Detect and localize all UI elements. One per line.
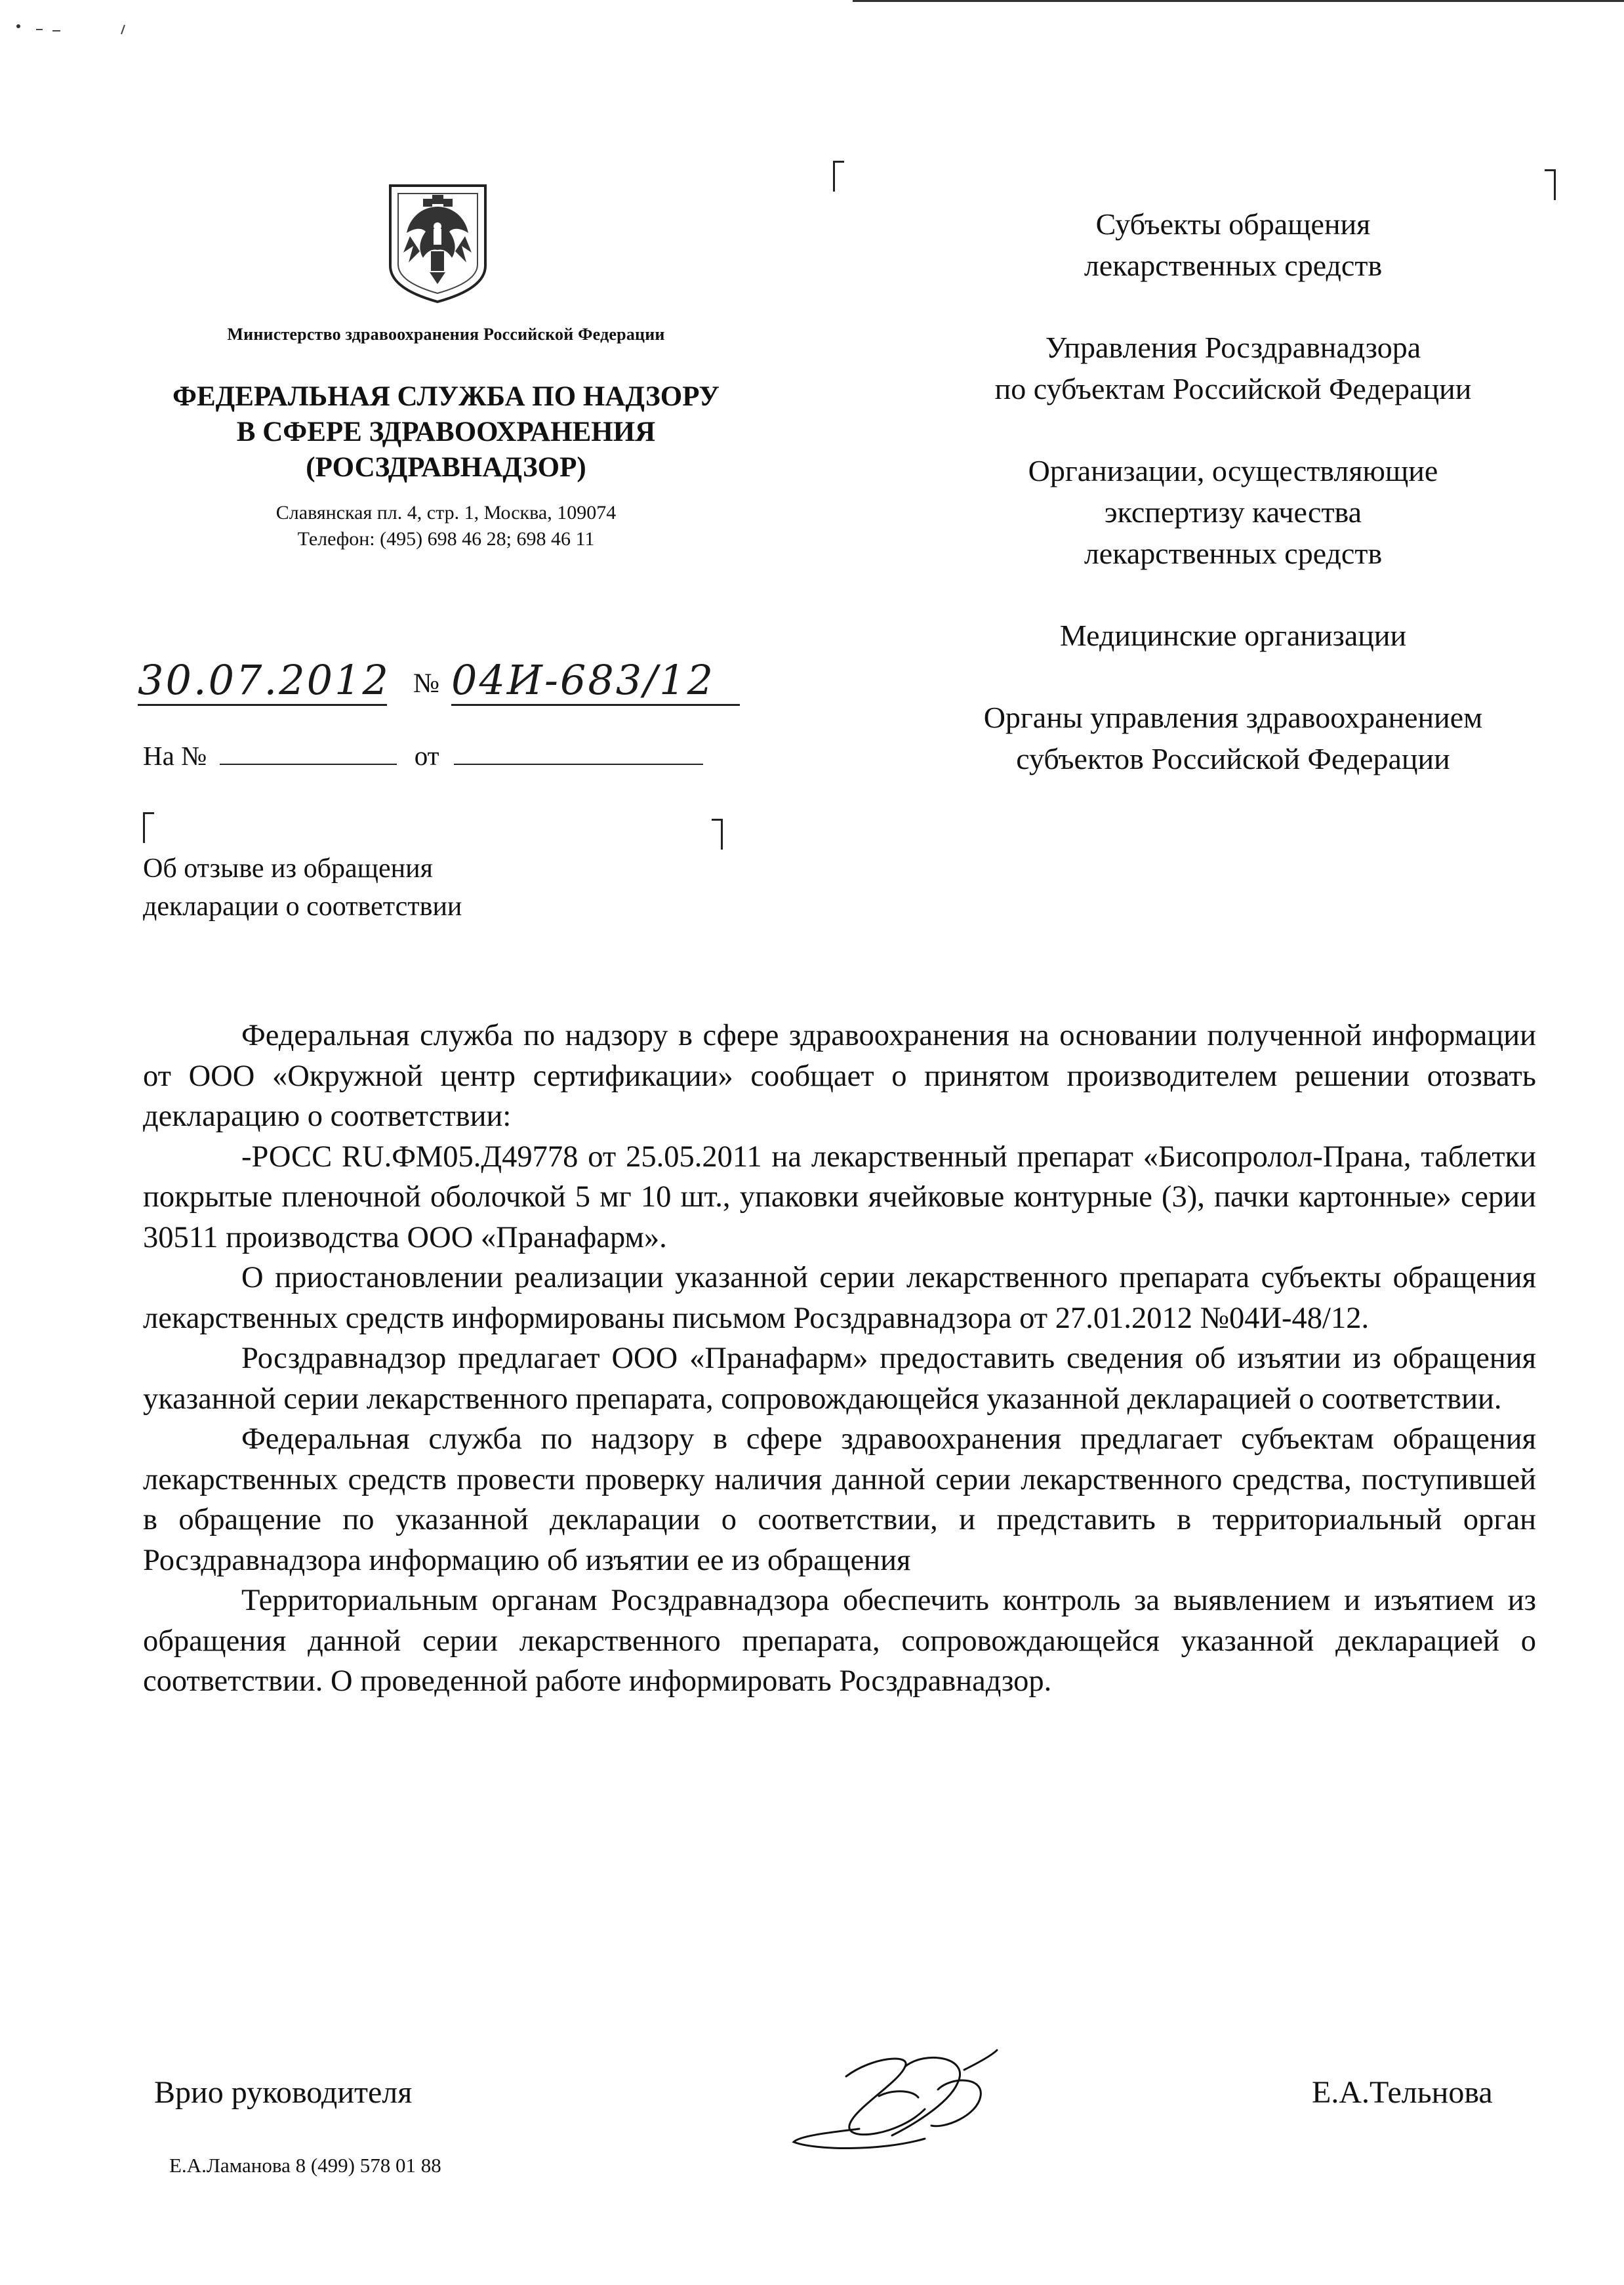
addressee-line: Управления Росздравнадзора — [1045, 331, 1421, 364]
addressee-line: Медицинские организации — [1059, 619, 1407, 652]
signatory-title: Врио руководителя — [154, 2075, 413, 2110]
bracket-top-right — [1545, 169, 1556, 200]
scan-specks — [13, 20, 131, 39]
addressee-line: лекарственных средств — [1084, 249, 1383, 282]
agency-address: Славянская пл. 4, стр. 1, Москва, 109074 — [275, 502, 617, 524]
handwritten-signature — [774, 2037, 1010, 2162]
addressee-group — [905, 615, 1561, 656]
contact-person: Е.А.Ламанова 8 (499) 578 01 88 — [169, 2154, 441, 2177]
letter-body — [143, 1016, 1536, 1702]
subject — [143, 850, 602, 926]
agency-line-2: В СФЕРЕ ЗДРАВООХРАНЕНИЯ — [236, 417, 656, 447]
subject-line-1: Об отзыве из обращения — [143, 854, 433, 884]
body-paragraph: Территориальным органам Росздравнадзора обеспечить контроль за выявлением и изъятием из обращения данной серии лекарственного препарата, сопровождающейся указанной декларацией о соответствии. О проведенной работе информировать Росздравнадзор. — [143, 1584, 1536, 1698]
addressee-line: Организации, осуществляющие — [1028, 454, 1438, 487]
addressee-line: Органы управления здравоохранением — [983, 701, 1483, 734]
reference-line — [143, 740, 733, 772]
reference-prefix: На № — [143, 741, 207, 771]
ministry-name: Министерство здравоохранения Российской Федерации — [227, 325, 665, 344]
addressee-line: субъектов Российской Федерации — [1016, 742, 1450, 775]
number-label: № — [413, 669, 440, 699]
agency-line-3: (РОСЗДРАВНАДЗОР) — [306, 452, 586, 483]
addressee-line: по субъектам Российской Федерации — [994, 372, 1472, 405]
outgoing-number: 04И-683/12 — [451, 656, 740, 706]
bracket-top-left — [833, 161, 844, 192]
agency-line-1: ФЕДЕРАЛЬНАЯ СЛУЖБА ПО НАДЗОРУ — [173, 381, 720, 412]
agency-name — [131, 379, 761, 485]
subject-line-2: декларации о соответствии — [143, 892, 462, 922]
addressee-group — [905, 327, 1561, 409]
scan-top-line — [853, 0, 1624, 2]
body-paragraph: Федеральная служба по надзору в сфере здравоохранения на основании полученной информации от ООО «Окружной центр сертификации» сообщает о принятом производителем решении отозвать декларацию о соответствии: — [143, 1019, 1536, 1133]
outgoing-date: 30.07.2012 — [138, 656, 387, 706]
body-paragraph: Росздравнадзор предлагает ООО «Пранафарм» предоставить сведения об изъятии из обращения указанной серии лекарственного препарата, сопровождающейся указанной декларацией о соответствии. — [143, 1342, 1536, 1416]
addressee-group — [905, 203, 1561, 286]
coat-of-arms-icon — [384, 180, 492, 305]
body-paragraph: О приостановлении реализации указанной серии лекарственного препарата субъекты обращения лекарственных средств информированы письмом Росздравнадзора от 27.01.2012 №04И-48/12. — [143, 1261, 1536, 1335]
agency-address-block — [131, 500, 761, 552]
signatory-name: Е.А.Тельнова — [1312, 2075, 1493, 2110]
agency-phone: Телефон: (495) 698 46 28; 698 46 11 — [297, 528, 595, 550]
addressee-line: Субъекты обращения — [1095, 207, 1371, 241]
body-paragraph: Федеральная служба по надзору в сфере здравоохранения предлагает субъектам обращения лекарственных средств провести проверку наличия данной серии лекарственного средства, поступившей в обращение по указанной декларации о соответствии, и представить в территориальный орган Росздравнадзора информацию об изъятии ее из обращения — [143, 1422, 1536, 1577]
outgoing-registration-line — [138, 656, 781, 709]
reference-date-blank — [454, 741, 703, 765]
body-paragraph: -РОСС RU.ФМ05.Д49778 от 25.05.2011 на лекарственный препарат «Бисопролол-Прана, таблетки покрытые пленочной оболочкой 5 мг 10 шт., упаковки ячейковые контурные (3), пачки картонные» серии 30511 производства ООО «Пранафарм». — [143, 1140, 1536, 1254]
subject-bracket-right — [712, 819, 723, 850]
addressee-group — [905, 697, 1561, 779]
subject-bracket-left — [143, 812, 154, 843]
addressee-line: лекарственных средств — [1084, 537, 1383, 570]
addressee-group — [905, 450, 1561, 574]
reference-number-blank — [220, 741, 397, 765]
reference-from-label: от — [414, 741, 439, 771]
addressee-list — [905, 203, 1561, 779]
addressee-line: экспертизу качества — [1104, 495, 1362, 529]
